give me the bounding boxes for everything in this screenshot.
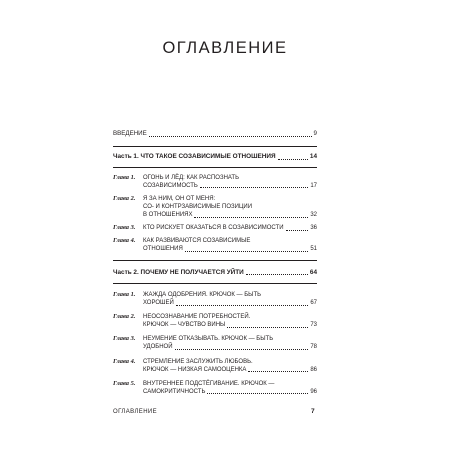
chapter-title — [143, 291, 317, 307]
chapter-title-line: СТРЕМЛЕНИЕ ЗАСЛУЖИТЬ ЛЮБОВЬ. — [143, 358, 253, 365]
chapter-title-line: СО- И КОНТРЗАВИСИМЫЕ ПОЗИЦИИ — [143, 204, 253, 211]
table-of-contents — [113, 130, 317, 396]
toc-part-2 — [113, 269, 317, 277]
chapter-number: Глава 3. — [113, 335, 136, 343]
toc-entry-label: ВВЕДЕНИЕ — [113, 130, 147, 137]
chapter-title — [143, 335, 317, 351]
dot-leader — [175, 349, 309, 350]
page-number: 7 — [311, 408, 315, 415]
chapter-title-last-line — [143, 211, 317, 219]
chapter-title-line: НЕУМЕНИЕ ОТКАЗЫВАТЬ. КРЮЧОК — БЫТЬ — [143, 336, 274, 343]
chapter-title-last-line — [143, 182, 317, 190]
chapter-title-line: УДОБНОЙ — [143, 344, 173, 351]
chapter-title — [143, 358, 317, 374]
dot-leader — [207, 393, 308, 394]
dot-leader — [246, 274, 308, 275]
chapter-title-last-line — [143, 343, 317, 351]
chapter-page: 32 — [310, 212, 317, 219]
toc-chapter — [113, 195, 317, 219]
section-divider — [113, 283, 317, 284]
toc-part-label: Часть 1. ЧТО ТАКОЕ СОЗАВИСИМЫЕ ОТНОШЕНИЯ — [113, 153, 276, 161]
chapter-title-line: СОЗАВИСИМОСТЬ — [143, 182, 198, 189]
dot-leader — [227, 327, 308, 328]
chapter-title-line: КРЮЧОК — НИЗКАЯ САМООЦЕНКА — [143, 366, 247, 373]
chapter-title-last-line — [143, 321, 317, 329]
chapter-page: 73 — [310, 322, 317, 329]
dot-leader — [194, 217, 308, 218]
dot-leader — [149, 136, 312, 137]
section-divider — [113, 146, 317, 147]
chapter-number: Глава 5. — [113, 379, 136, 387]
chapter-number: Глава 1. — [113, 290, 136, 298]
chapter-page: 17 — [310, 182, 317, 189]
chapter-title — [143, 224, 317, 232]
toc-chapter — [113, 237, 317, 253]
chapter-title-line: ЖАЖДА ОДОБРЕНИЯ. КРЮЧОК — БЫТЬ — [143, 291, 262, 298]
chapter-number: Глава 4. — [113, 237, 136, 245]
chapter-title-line: КАК РАЗВИВАЮТСЯ СОЗАВИСИМЫЕ — [143, 238, 251, 245]
chapter-title-line: КТО РИСКУЕТ ОКАЗАТЬСЯ В СОЗАВИСИМОСТИ — [143, 225, 284, 232]
dot-leader — [286, 230, 309, 231]
chapter-title-line: ХОРОШЕЙ — [143, 300, 174, 307]
page-title: ОГЛАВЛЕНИЕ — [162, 39, 288, 57]
part-1-chapters — [113, 174, 317, 254]
chapter-page: 86 — [310, 366, 317, 373]
chapter-title-line: САМОКРИТИЧНОСТЬ — [143, 388, 206, 395]
chapter-title — [143, 380, 317, 396]
toc-entry-intro — [113, 130, 317, 138]
chapter-page: 78 — [310, 344, 317, 351]
dot-leader — [200, 187, 308, 188]
toc-chapter — [113, 380, 317, 396]
chapter-title — [143, 174, 317, 190]
chapter-number: Глава 2. — [113, 195, 136, 202]
toc-chapter — [113, 174, 317, 190]
chapter-number: Глава 4. — [113, 357, 136, 365]
toc-chapter — [113, 291, 317, 307]
chapter-number: Глава 3. — [113, 224, 136, 232]
chapter-title-line: КРЮЧОК — ЧУВСТВО ВИНЫ — [143, 322, 226, 329]
section-divider — [113, 167, 317, 168]
toc-chapter — [113, 358, 317, 374]
dot-leader — [185, 251, 309, 252]
toc-part-1 — [113, 153, 317, 161]
chapter-title-last-line — [143, 224, 317, 232]
chapter-title-line: Я ЗА НИМ, ОН ОТ МЕНЯ: — [143, 196, 216, 202]
dot-leader — [176, 305, 308, 306]
chapter-title-line: НЕОСОЗНАВАНИЕ ПОТРЕБНОСТЕЙ. — [143, 314, 251, 321]
chapter-page: 36 — [310, 225, 317, 232]
chapter-number: Глава 2. — [113, 313, 136, 321]
toc-chapter — [113, 224, 317, 232]
chapter-title-line: В ОТНОШЕНИЯХ — [143, 212, 193, 219]
chapter-page: 96 — [310, 388, 317, 395]
toc-chapter — [113, 313, 317, 329]
dot-leader — [278, 159, 308, 160]
chapter-title-line: ВНУТРЕННЕЕ ПОДСТЁГИВАНИЕ. КРЮЧОК — — [143, 380, 275, 387]
toc-part-label: Часть 2. ПОЧЕМУ НЕ ПОЛУЧАЕТСЯ УЙТИ — [113, 268, 244, 276]
chapter-page: 51 — [310, 246, 317, 253]
chapter-title-line: ОГОНЬ И ЛЁД: КАК РАСПОЗНАТЬ — [143, 174, 240, 181]
chapter-title — [143, 313, 317, 329]
toc-entry-page: 9 — [313, 130, 317, 137]
toc-part-page: 64 — [309, 268, 317, 276]
chapter-title-line: ОТНОШЕНИЯ — [143, 246, 183, 253]
chapter-title-last-line — [143, 388, 317, 396]
toc-chapter — [113, 335, 317, 351]
chapter-page: 67 — [310, 300, 317, 307]
chapter-title-last-line — [143, 366, 317, 374]
chapter-title — [143, 237, 317, 253]
running-head: ОГЛАВЛЕНИЕ — [113, 409, 158, 415]
chapter-title-last-line — [143, 299, 317, 307]
section-divider — [113, 260, 317, 261]
chapter-title-last-line — [143, 245, 317, 253]
toc-part-page: 14 — [309, 153, 317, 161]
part-2-chapters — [113, 291, 317, 396]
chapter-title — [143, 195, 317, 219]
chapter-number: Глава 1. — [113, 173, 136, 181]
dot-leader — [248, 371, 308, 372]
